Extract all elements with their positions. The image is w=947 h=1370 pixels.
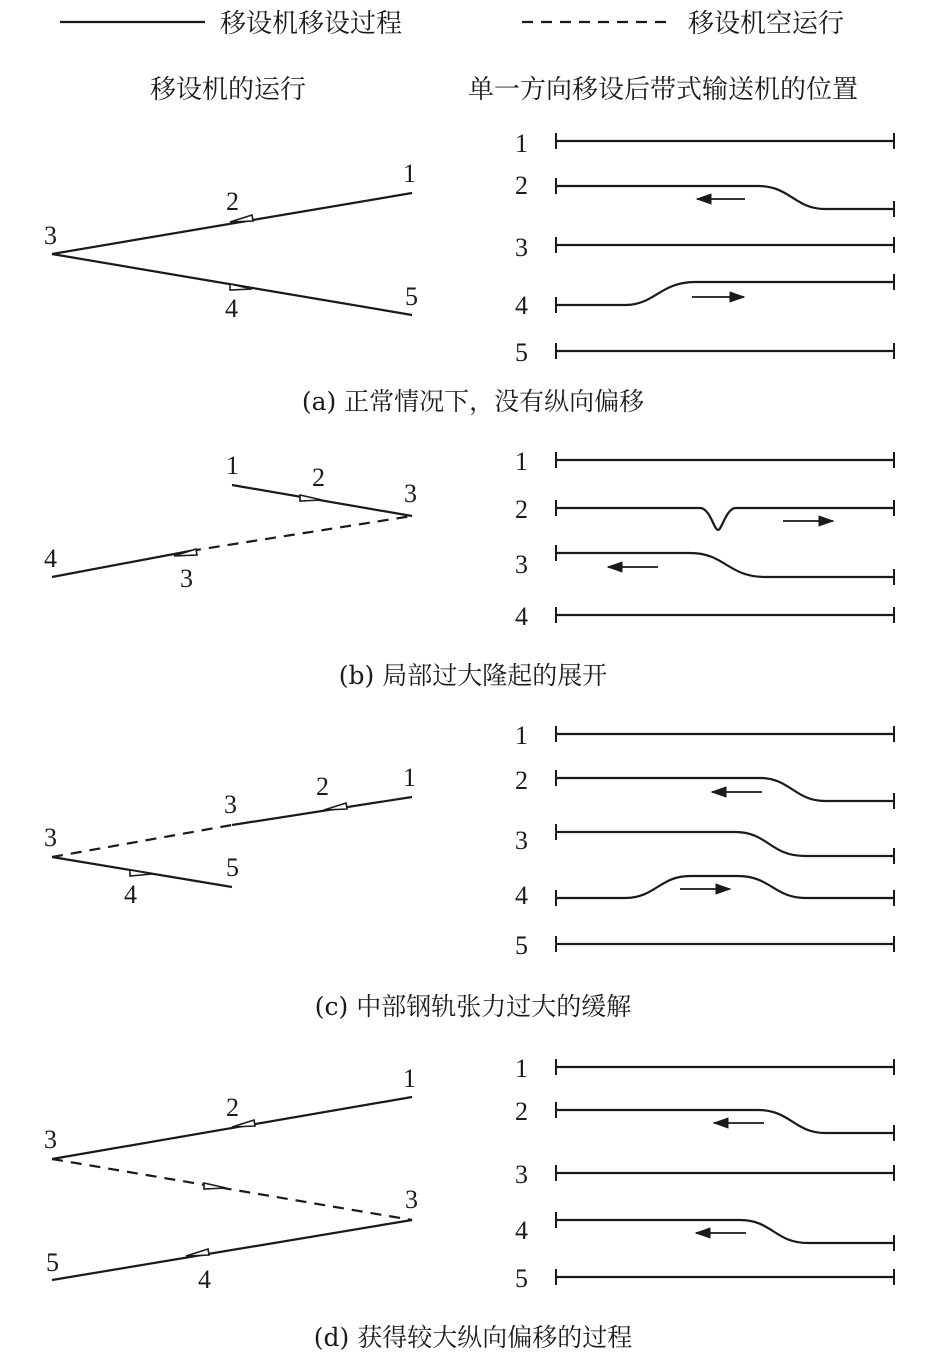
point-label: 2: [226, 1093, 239, 1122]
conveyor-line: [556, 778, 894, 801]
row-label: 3: [515, 826, 528, 855]
direction-marker: [324, 803, 347, 810]
point-label: 4: [198, 1265, 211, 1294]
panel-d-left: [44, 1064, 418, 1294]
direction-marker: [300, 495, 322, 501]
conveyor-line: [556, 1220, 894, 1243]
panel-a-left: [44, 159, 418, 323]
panel-caption: (b) 局部过大隆起的展开: [338, 661, 608, 690]
point-label: 5: [405, 282, 418, 311]
row-label: 5: [515, 338, 528, 367]
point-label: 5: [46, 1248, 59, 1277]
row-label: 4: [515, 881, 528, 910]
row-label: 2: [515, 1097, 528, 1126]
point-label: 3: [180, 564, 193, 593]
point-label: 1: [226, 451, 239, 480]
panel-c: [44, 721, 894, 1021]
path-segment: [52, 551, 190, 577]
conveyor-line: [556, 186, 894, 209]
row-label: 1: [515, 129, 528, 158]
point-label: 2: [226, 187, 239, 216]
row-label: 1: [515, 447, 528, 476]
path-segment: [52, 1220, 412, 1280]
conveyor-line: [556, 282, 894, 305]
panel-caption: (d) 获得较大纵向偏移的过程: [313, 1323, 633, 1352]
direction-marker: [204, 1183, 226, 1189]
row-label: 3: [515, 1160, 528, 1189]
row-label: 4: [515, 602, 528, 631]
conveyor-line: [556, 553, 894, 577]
direction-marker: [186, 1249, 209, 1256]
row-label: 3: [515, 233, 528, 262]
point-label: 4: [44, 544, 57, 573]
header-left: 移设机的运行: [150, 75, 307, 105]
panel-a: [44, 129, 894, 416]
point-label: 4: [124, 880, 137, 909]
panel-b-right: [515, 447, 894, 631]
path-segment-idle: [52, 1159, 412, 1220]
conveyor-line: [556, 1110, 894, 1133]
panel-d: [44, 1054, 894, 1352]
conveyor-line: [556, 508, 894, 530]
point-label: 3: [224, 790, 237, 819]
conveyor-line: [556, 832, 894, 856]
point-label: 2: [312, 463, 325, 492]
row-label: 1: [515, 721, 528, 750]
header-right: 单一方向移设后带式输送机的位置: [468, 75, 859, 105]
panel-c-right: [515, 721, 894, 960]
path-segment-idle: [190, 516, 412, 551]
point-label: 1: [403, 763, 416, 792]
legend: [60, 9, 844, 39]
panel-a-right: [515, 129, 894, 367]
panel-c-left: [44, 763, 416, 909]
panel-caption: (c) 中部钢轨张力过大的缓解: [314, 992, 632, 1021]
row-label: 1: [515, 1054, 528, 1083]
row-label: 4: [515, 291, 528, 320]
point-label: 5: [226, 853, 239, 882]
row-label: 2: [515, 171, 528, 200]
panel-b: [44, 447, 894, 690]
point-label: 3: [405, 1185, 418, 1214]
row-label: 2: [515, 495, 528, 524]
direction-marker: [230, 215, 253, 222]
panel-caption: (a) 正常情况下，没有纵向偏移: [301, 387, 645, 416]
row-label: 4: [515, 1216, 528, 1245]
legend-solid-label: 移设机移设过程: [220, 9, 403, 39]
path-segment-idle: [52, 825, 232, 857]
conveyor-line: [556, 876, 894, 898]
point-label: 1: [403, 159, 416, 188]
point-label: 3: [44, 823, 57, 852]
point-label: 3: [44, 221, 57, 250]
legend-dashed-label: 移设机空运行: [688, 9, 845, 39]
panel-b-left: [44, 451, 417, 593]
point-label: 2: [316, 772, 329, 801]
row-label: 5: [515, 931, 528, 960]
point-label: 3: [404, 479, 417, 508]
point-label: 3: [44, 1125, 57, 1154]
point-label: 1: [403, 1064, 416, 1093]
row-label: 3: [515, 550, 528, 579]
point-label: 4: [225, 294, 238, 323]
row-label: 5: [515, 1264, 528, 1293]
path-segment: [232, 797, 412, 825]
row-label: 2: [515, 766, 528, 795]
panel-d-right: [515, 1054, 894, 1293]
